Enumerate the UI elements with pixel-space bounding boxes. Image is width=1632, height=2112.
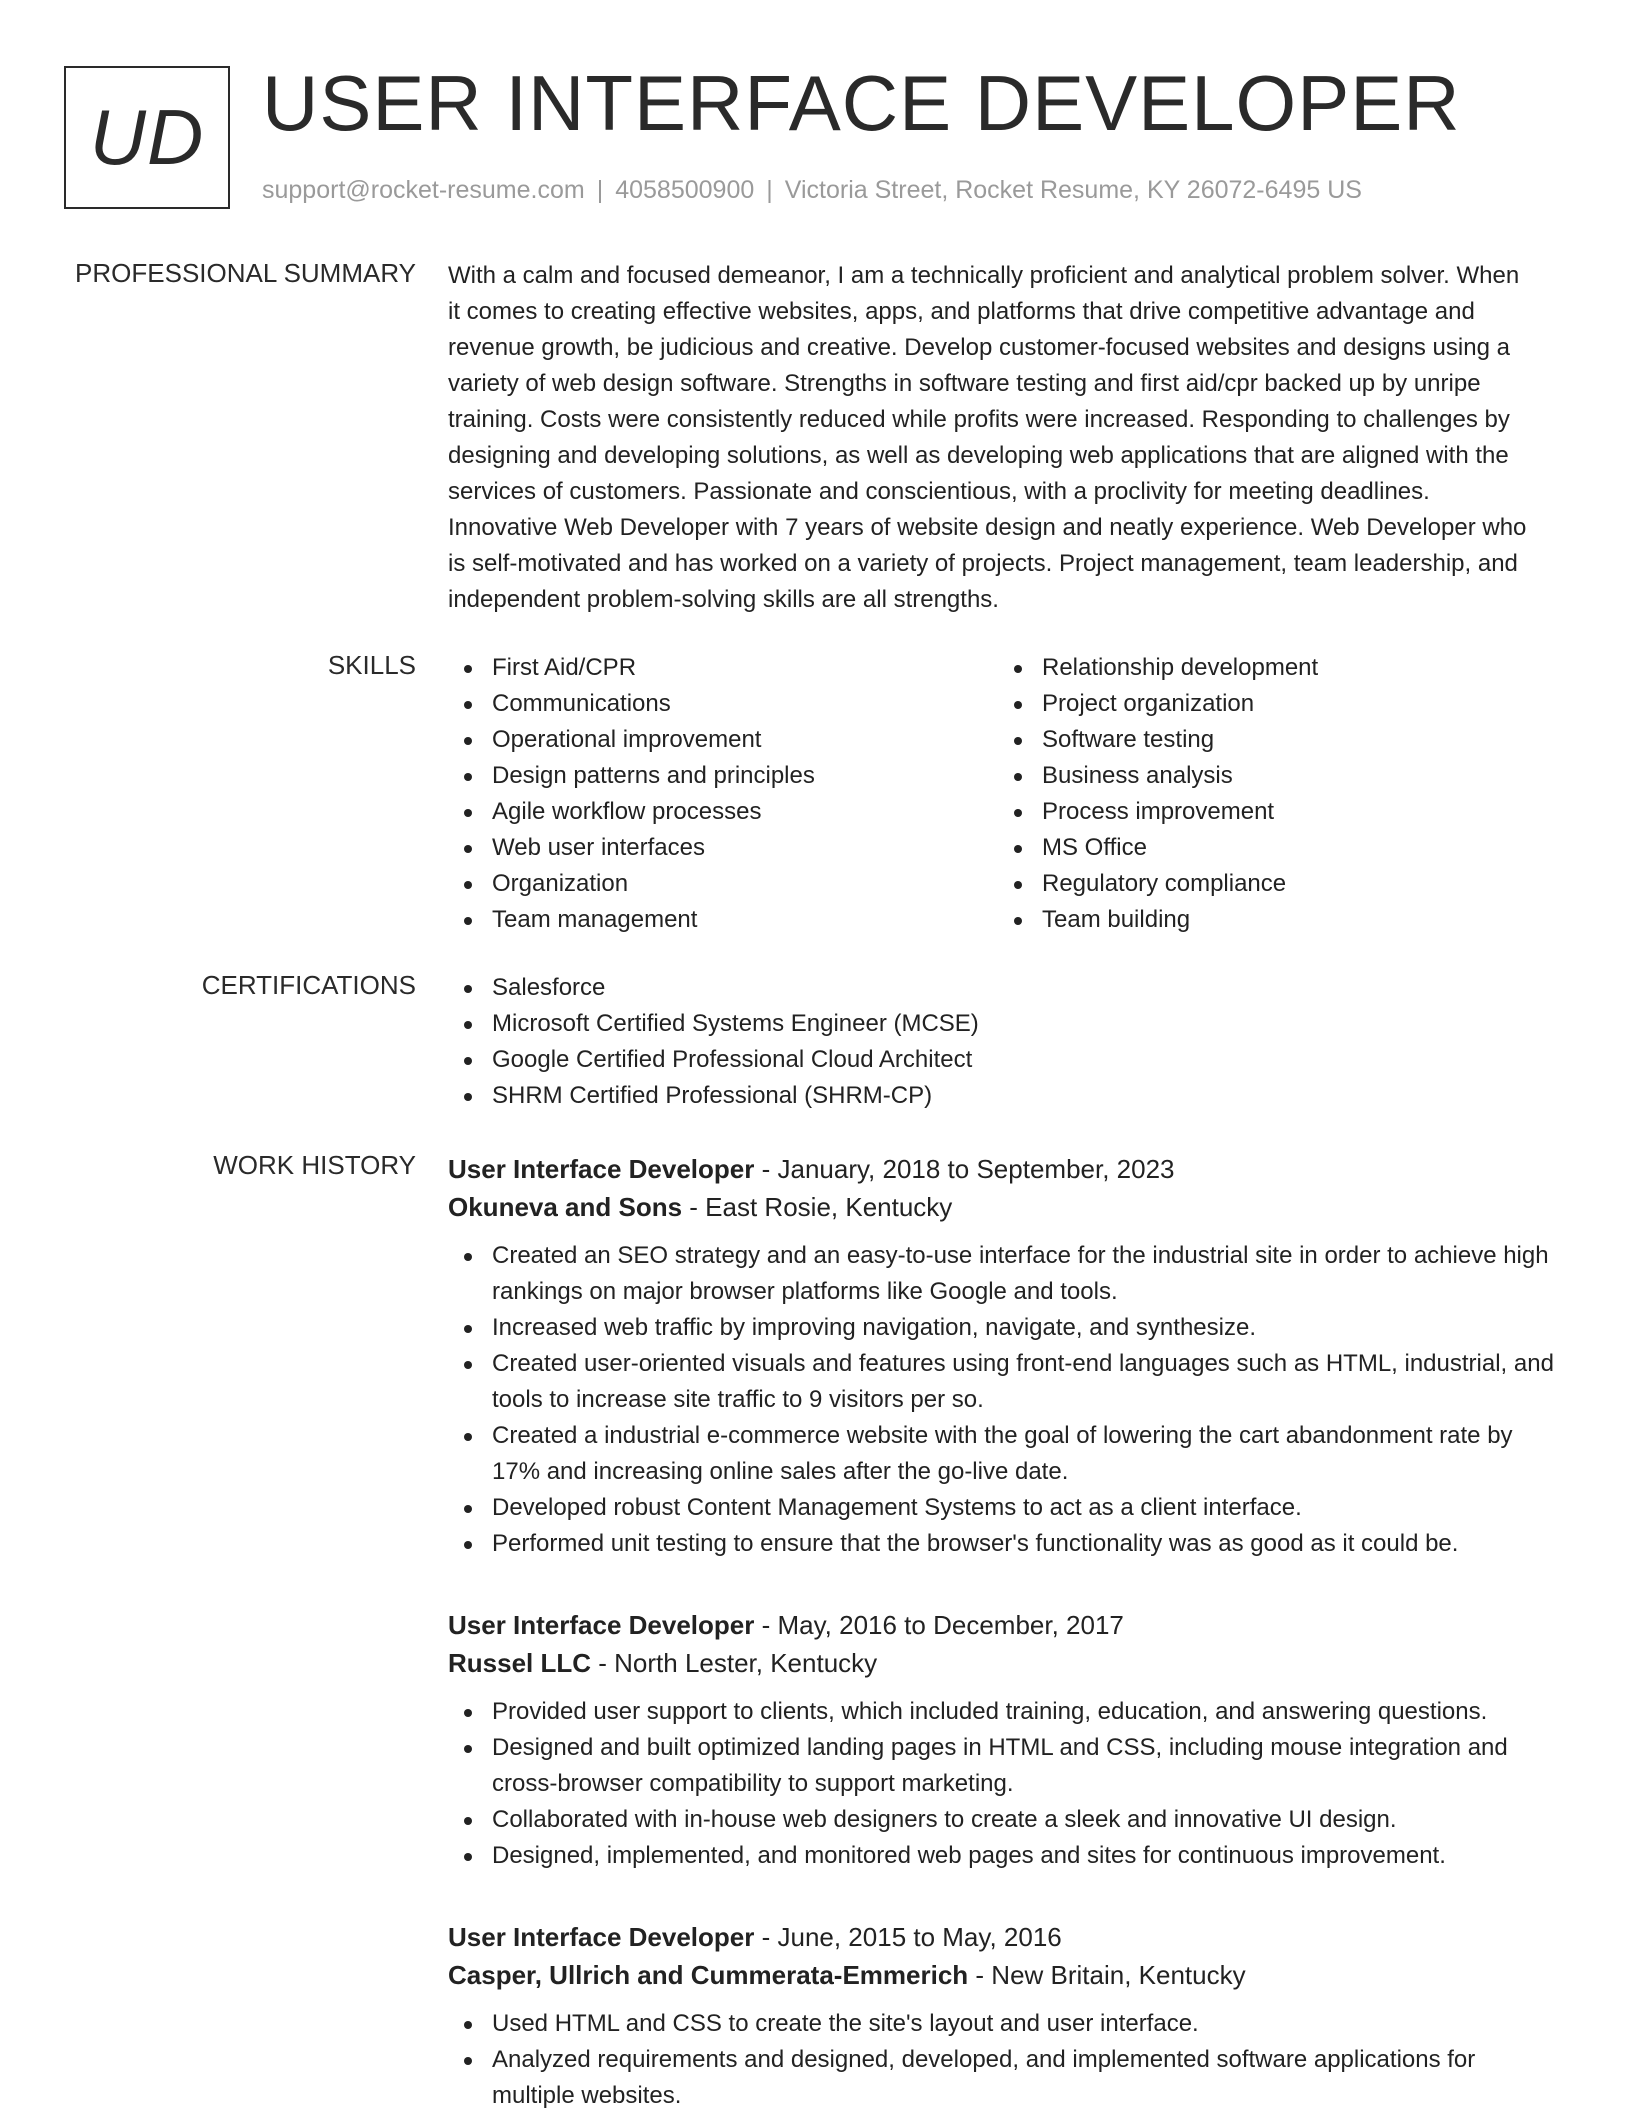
job-company-line: [448, 1188, 1560, 1226]
skill-item: Communications: [448, 686, 998, 722]
skill-item: MS Office: [998, 830, 1548, 866]
job-bullet: Collaborated with in-house web designers to create a sleek and innovative UI design.: [448, 1802, 1560, 1838]
job-title-line: [448, 1918, 1560, 1956]
skill-item: Design patterns and principles: [448, 758, 998, 794]
job-bullets: [448, 1694, 1560, 1874]
job-title-line: [448, 1150, 1560, 1188]
job-bullet: Increased web traffic by improving navigation, navigate, and synthesize.: [448, 1310, 1560, 1346]
contact-phone[interactable]: 4058500900: [615, 176, 755, 204]
job-bullet: Created user-oriented visuals and features using front-end languages such as HTML, industrial, and tools to increase site traffic to 9 visitors per so.: [448, 1346, 1560, 1418]
skill-item: Web user interfaces: [448, 830, 998, 866]
job-entry: [448, 1606, 1560, 1874]
job-bullet: Designed and built optimized landing pages in HTML and CSS, including mouse integration and cross-browser compatibility to support marketing.: [448, 1730, 1560, 1802]
job-dates: - June, 2015 to May, 2016: [754, 1922, 1062, 1952]
job-bullet: Designed, implemented, and monitored web pages and sites for continuous improvement.: [448, 1838, 1560, 1874]
job-bullet: Used HTML and CSS to create the site's layout and user interface.: [448, 2006, 1560, 2042]
job-title: User Interface Developer: [448, 1154, 755, 1184]
contact-line: [262, 176, 1362, 205]
job-bullet: Provided user support to clients, which included training, education, and answering questions.: [448, 1694, 1560, 1730]
work-history-heading: WORK HISTORY: [213, 1150, 416, 1180]
summary-line: variety of web design software. Strengths in software testing and first aid/cpr backed up by unripe: [448, 370, 1481, 397]
contact-separator: |: [766, 176, 773, 204]
monogram-initials: UD: [89, 93, 205, 181]
job-location: - North Lester, Kentucky: [591, 1648, 878, 1678]
summary-line: is self-motivated and has worked on a variety of projects. Project management, team leadership, and: [448, 550, 1518, 577]
monogram-box: [64, 66, 230, 209]
job-entry: [448, 1150, 1560, 1562]
certifications-heading: CERTIFICATIONS: [201, 970, 416, 1000]
job-company: Okuneva and Sons: [448, 1192, 683, 1222]
skill-item: Operational improvement: [448, 722, 998, 758]
work-history-body: [448, 1150, 1560, 2112]
summary-line: revenue growth, be judicious and creative. Develop customer-focused websites and designs using a: [448, 334, 1510, 361]
skill-item: Software testing: [998, 722, 1548, 758]
summary-heading: PROFESSIONAL SUMMARY: [75, 258, 416, 288]
certifications-list: [448, 970, 1560, 1114]
summary-line: designing and developing solutions, as well as developing web applications that are aligned with the: [448, 442, 1509, 469]
certification-item: SHRM Certified Professional (SHRM-CP): [448, 1078, 1560, 1114]
job-title: User Interface Developer: [448, 1610, 755, 1640]
job-title: User Interface Developer: [448, 1922, 755, 1952]
job-bullet: Developed robust Content Management Systems to act as a client interface.: [448, 1490, 1560, 1526]
job-bullets: [448, 1238, 1560, 1562]
skills-heading: SKILLS: [327, 650, 416, 680]
job-bullet: Created a industrial e-commerce website with the goal of lowering the cart abandonment rate by 17% and increasing online sales after the go-live date.: [448, 1418, 1560, 1490]
job-entry: [448, 1918, 1560, 2112]
skill-item: Team building: [998, 902, 1548, 938]
job-bullet: Analyzed requirements and designed, developed, and implemented software applications for multiple websites.: [448, 2042, 1560, 2112]
job-company: Casper, Ullrich and Cummerata-Emmerich: [448, 1960, 969, 1990]
skill-item: First Aid/CPR: [448, 650, 998, 686]
job-company-line: [448, 1644, 1560, 1682]
job-bullets: [448, 2006, 1560, 2112]
skills-list-left: [448, 650, 998, 938]
job-bullet: Performed unit testing to ensure that the browser's functionality was as good as it could be.: [448, 1526, 1560, 1562]
summary-line: Innovative Web Developer with 7 years of website design and neatly experience. Web Developer who: [448, 514, 1527, 541]
certifications-body: [448, 970, 1560, 1114]
contact-separator: |: [596, 176, 604, 204]
summary-line: With a calm and focused demeanor, I am a technically proficient and analytical problem solver. When: [448, 262, 1520, 289]
skill-item: Business analysis: [998, 758, 1548, 794]
skills-list-right: [998, 650, 1548, 938]
skill-item: Organization: [448, 866, 998, 902]
skill-item: Agile workflow processes: [448, 794, 998, 830]
certification-item: Google Certified Professional Cloud Architect: [448, 1042, 1560, 1078]
job-dates: - January, 2018 to September, 2023: [754, 1154, 1175, 1184]
job-company: Russel LLC: [448, 1648, 592, 1678]
contact-email[interactable]: support@rocket-resume.com: [262, 176, 585, 204]
skill-item: Regulatory compliance: [998, 866, 1548, 902]
resume-title: USER INTERFACE DEVELOPER: [262, 59, 1461, 147]
job-bullet: Created an SEO strategy and an easy-to-use interface for the industrial site in order to achieve high rankings on major browser platforms like Google and tools.: [448, 1238, 1560, 1310]
job-title-line: [448, 1606, 1560, 1644]
job-dates: - May, 2016 to December, 2017: [754, 1610, 1124, 1640]
certification-item: Microsoft Certified Systems Engineer (MCSE): [448, 1006, 1560, 1042]
job-location: - New Britain, Kentucky: [968, 1960, 1246, 1990]
summary-line: training. Costs were consistently reduced while profits were increased. Responding to challenges by: [448, 406, 1510, 433]
job-company-line: [448, 1956, 1560, 1994]
summary-line: it comes to creating effective websites, apps, and platforms that drive competitive advantage and: [448, 298, 1475, 325]
skill-item: Project organization: [998, 686, 1548, 722]
summary-line: services of customers. Passionate and conscientious, with a proclivity for meeting deadlines.: [448, 478, 1430, 505]
summary-text: [448, 258, 1560, 618]
skill-item: Relationship development: [998, 650, 1548, 686]
contact-address: Victoria Street, Rocket Resume, KY 26072-6495 US: [784, 176, 1362, 204]
job-location: - East Rosie, Kentucky: [682, 1192, 953, 1222]
skill-item: Process improvement: [998, 794, 1548, 830]
skill-item: Team management: [448, 902, 998, 938]
certification-item: Salesforce: [448, 970, 1560, 1006]
skills-body: [448, 650, 1560, 938]
summary-line: independent problem-solving skills are all strengths.: [448, 586, 999, 613]
